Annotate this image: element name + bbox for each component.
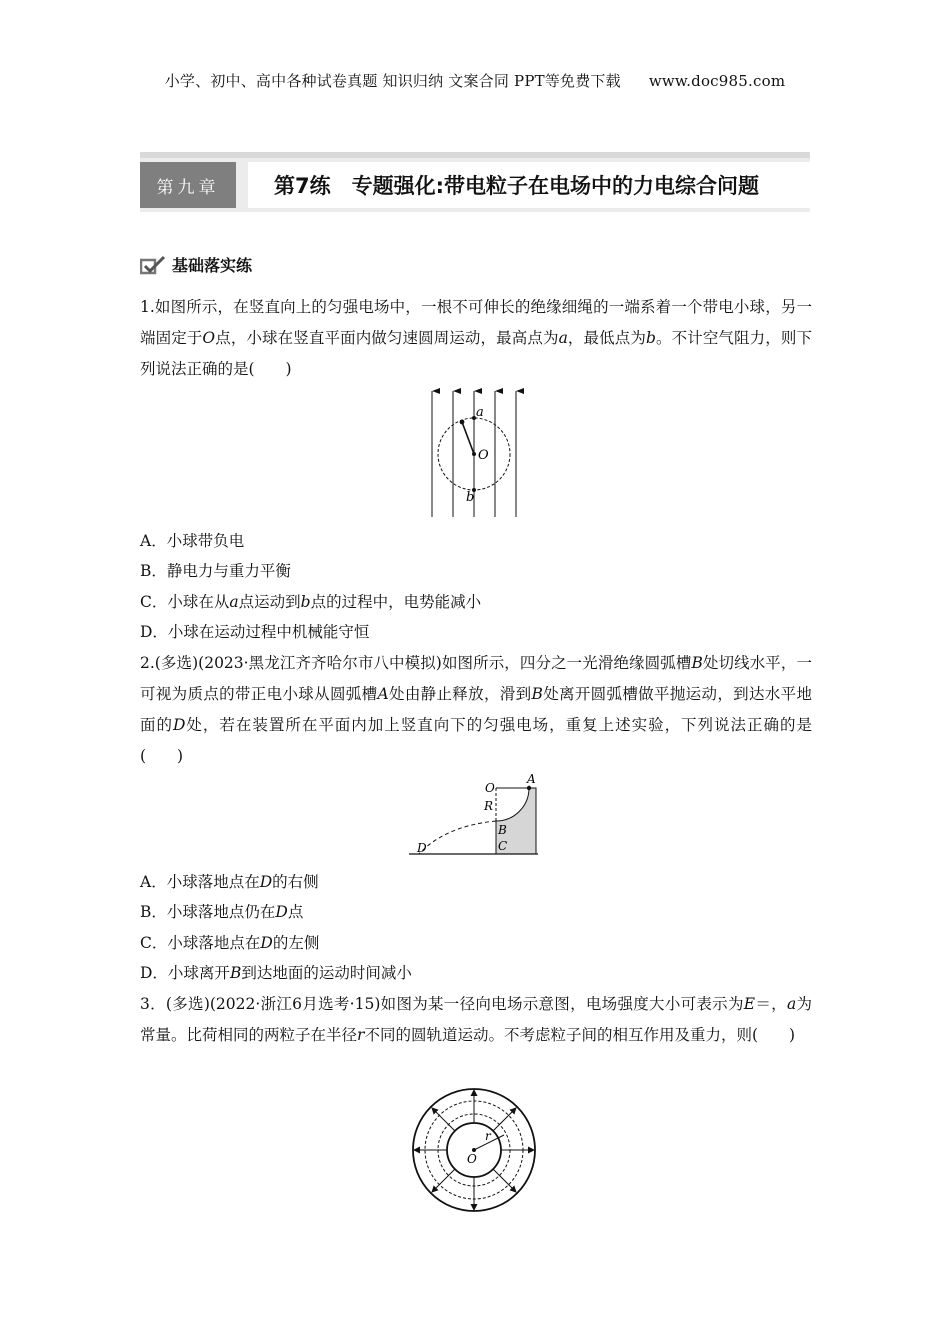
label-a: a [476,405,484,420]
q2-a-var-D: D [259,873,273,891]
q3-figure-radial-field [408,1085,540,1215]
question-1-stem [140,292,812,385]
q2-c-text-2: 的左侧 [272,934,320,952]
q2-var-B2: B [531,685,543,703]
label-D: D [417,841,427,855]
string [462,422,474,454]
q2-var-D: D [172,716,186,734]
question-3-stem [140,989,812,1051]
q2-option-A[interactable] [140,871,319,893]
q1-text-1: 1.如图所示，在竖直向上的匀强电场中，一根不可伸长的绝缘细绳的一端系着一个带电小球，另一端固定于 [140,298,812,347]
q2-c-text-1: C．小球落地点在 [140,934,261,952]
q2-c-var-D: D [260,934,273,952]
q2-option-D[interactable] [140,962,412,984]
label-C: C [498,839,508,853]
q1-option-C[interactable] [140,591,481,613]
q1-var-a: a [558,329,568,347]
chapter-title: 第7练 专题强化:带电粒子在电场中的力电综合问题 [248,162,810,208]
label-B: B [498,823,507,837]
q2-text-3: 处由静止释放，滑到 [388,685,532,703]
q2-option-B[interactable] [140,901,303,923]
site-url[interactable]: www.doc985.com [648,72,786,90]
q2-b-var-D: D [275,903,288,921]
q2-text-1: 2.(多选)(2023·黑龙江齐齐哈尔市八中模拟)如图所示，四分之一光滑绝缘圆弧槽 [140,654,692,672]
check-icon [140,255,166,275]
q1-option-B[interactable]: B．静电力与重力平衡 [140,562,291,580]
q2-figure-arc-track [405,770,545,860]
q2-var-A: A [377,685,389,703]
site-header-text: 小学、初中、高中各种试卷真题 知识归纳 文案合同 PPT等免费下载 [164,72,621,90]
label-A: A [527,772,536,786]
label-O: O [478,448,489,463]
q1-c-text-2: 点运动到 [238,593,301,611]
q3-var-a: a [786,995,797,1013]
q3-text-2: ＝， [755,995,787,1013]
q2-option-C[interactable] [140,932,319,954]
q2-var-B: B [691,654,703,672]
label-O: O [485,781,495,795]
q2-d-text-2: 到达地面的运动时间减小 [241,964,412,982]
q2-b-text-2: 点 [287,903,304,921]
section-title: 基础落实练 [172,256,253,275]
q1-option-D[interactable]: D．小球在运动过程中机械能守恒 [140,623,370,641]
label-R: R [484,799,494,813]
q1-text-2: 点，小球在竖直平面内做匀速圆周运动，最高点为 [215,329,559,347]
chapter-tab: 第九章 [140,162,236,208]
q2-d-text-1: D．小球离开 [140,964,230,982]
q1-option-A[interactable]: A．小球带负电 [140,532,245,550]
q2-d-var-B: B [229,964,242,982]
q3-var-r: r [357,1026,365,1044]
q1-var-O: O [202,329,216,347]
q1-text-4: 。不计空气阻力，则下列说法正确的是( ) [140,329,812,378]
chapter-banner [140,152,810,212]
ball [460,420,465,425]
q1-text-3: ，最低点为 [567,329,646,347]
q3-text-4: 不同的圆轨道运动。不考虑粒子间的相互作用及重力，则( ) [364,1026,796,1044]
q1-c-var-b: b [300,593,311,611]
q1-var-b: b [645,329,656,347]
q2-text-5: 处，若在装置所在平面内加上竖直向下的匀强电场，重复上述实验，下列说法正确的是( ) [140,716,812,765]
q1-c-text-1: C．小球在从 [140,593,230,611]
q2-a-text-2: 的右侧 [272,873,319,891]
q1-c-text-3: 点的过程中，电势能减小 [310,593,482,611]
q2-text-2: 处切线水平，一可视为质点的带正电小球从圆弧槽 [140,654,812,703]
q3-text-3: 为常量。比荷相同的两粒子在半径 [140,995,812,1044]
q2-a-text-1: A．小球落地点在 [140,873,260,891]
question-2-stem [140,648,812,772]
q1-c-var-a: a [229,593,239,611]
site-header [0,70,950,91]
q2-b-text-1: B．小球落地点仍在 [140,903,276,921]
trajectory [419,821,496,854]
point-O [472,452,476,456]
section-heading [140,253,252,276]
q2-text-4: 处离开圆弧槽做平抛运动，到达水平地面的 [140,685,812,734]
q3-text-1: 3．(多选)(2022·浙江6月选考·15)如图为某一径向电场示意图，电场强度大小可表示为 [140,995,744,1013]
q1-figure-field-circle [420,385,530,521]
q3-var-E: E [743,995,756,1013]
ball-at-A [527,786,531,790]
banner-topline [140,152,810,158]
label-O: O [467,1152,477,1166]
label-r: r [485,1129,491,1143]
label-b: b [466,490,475,505]
